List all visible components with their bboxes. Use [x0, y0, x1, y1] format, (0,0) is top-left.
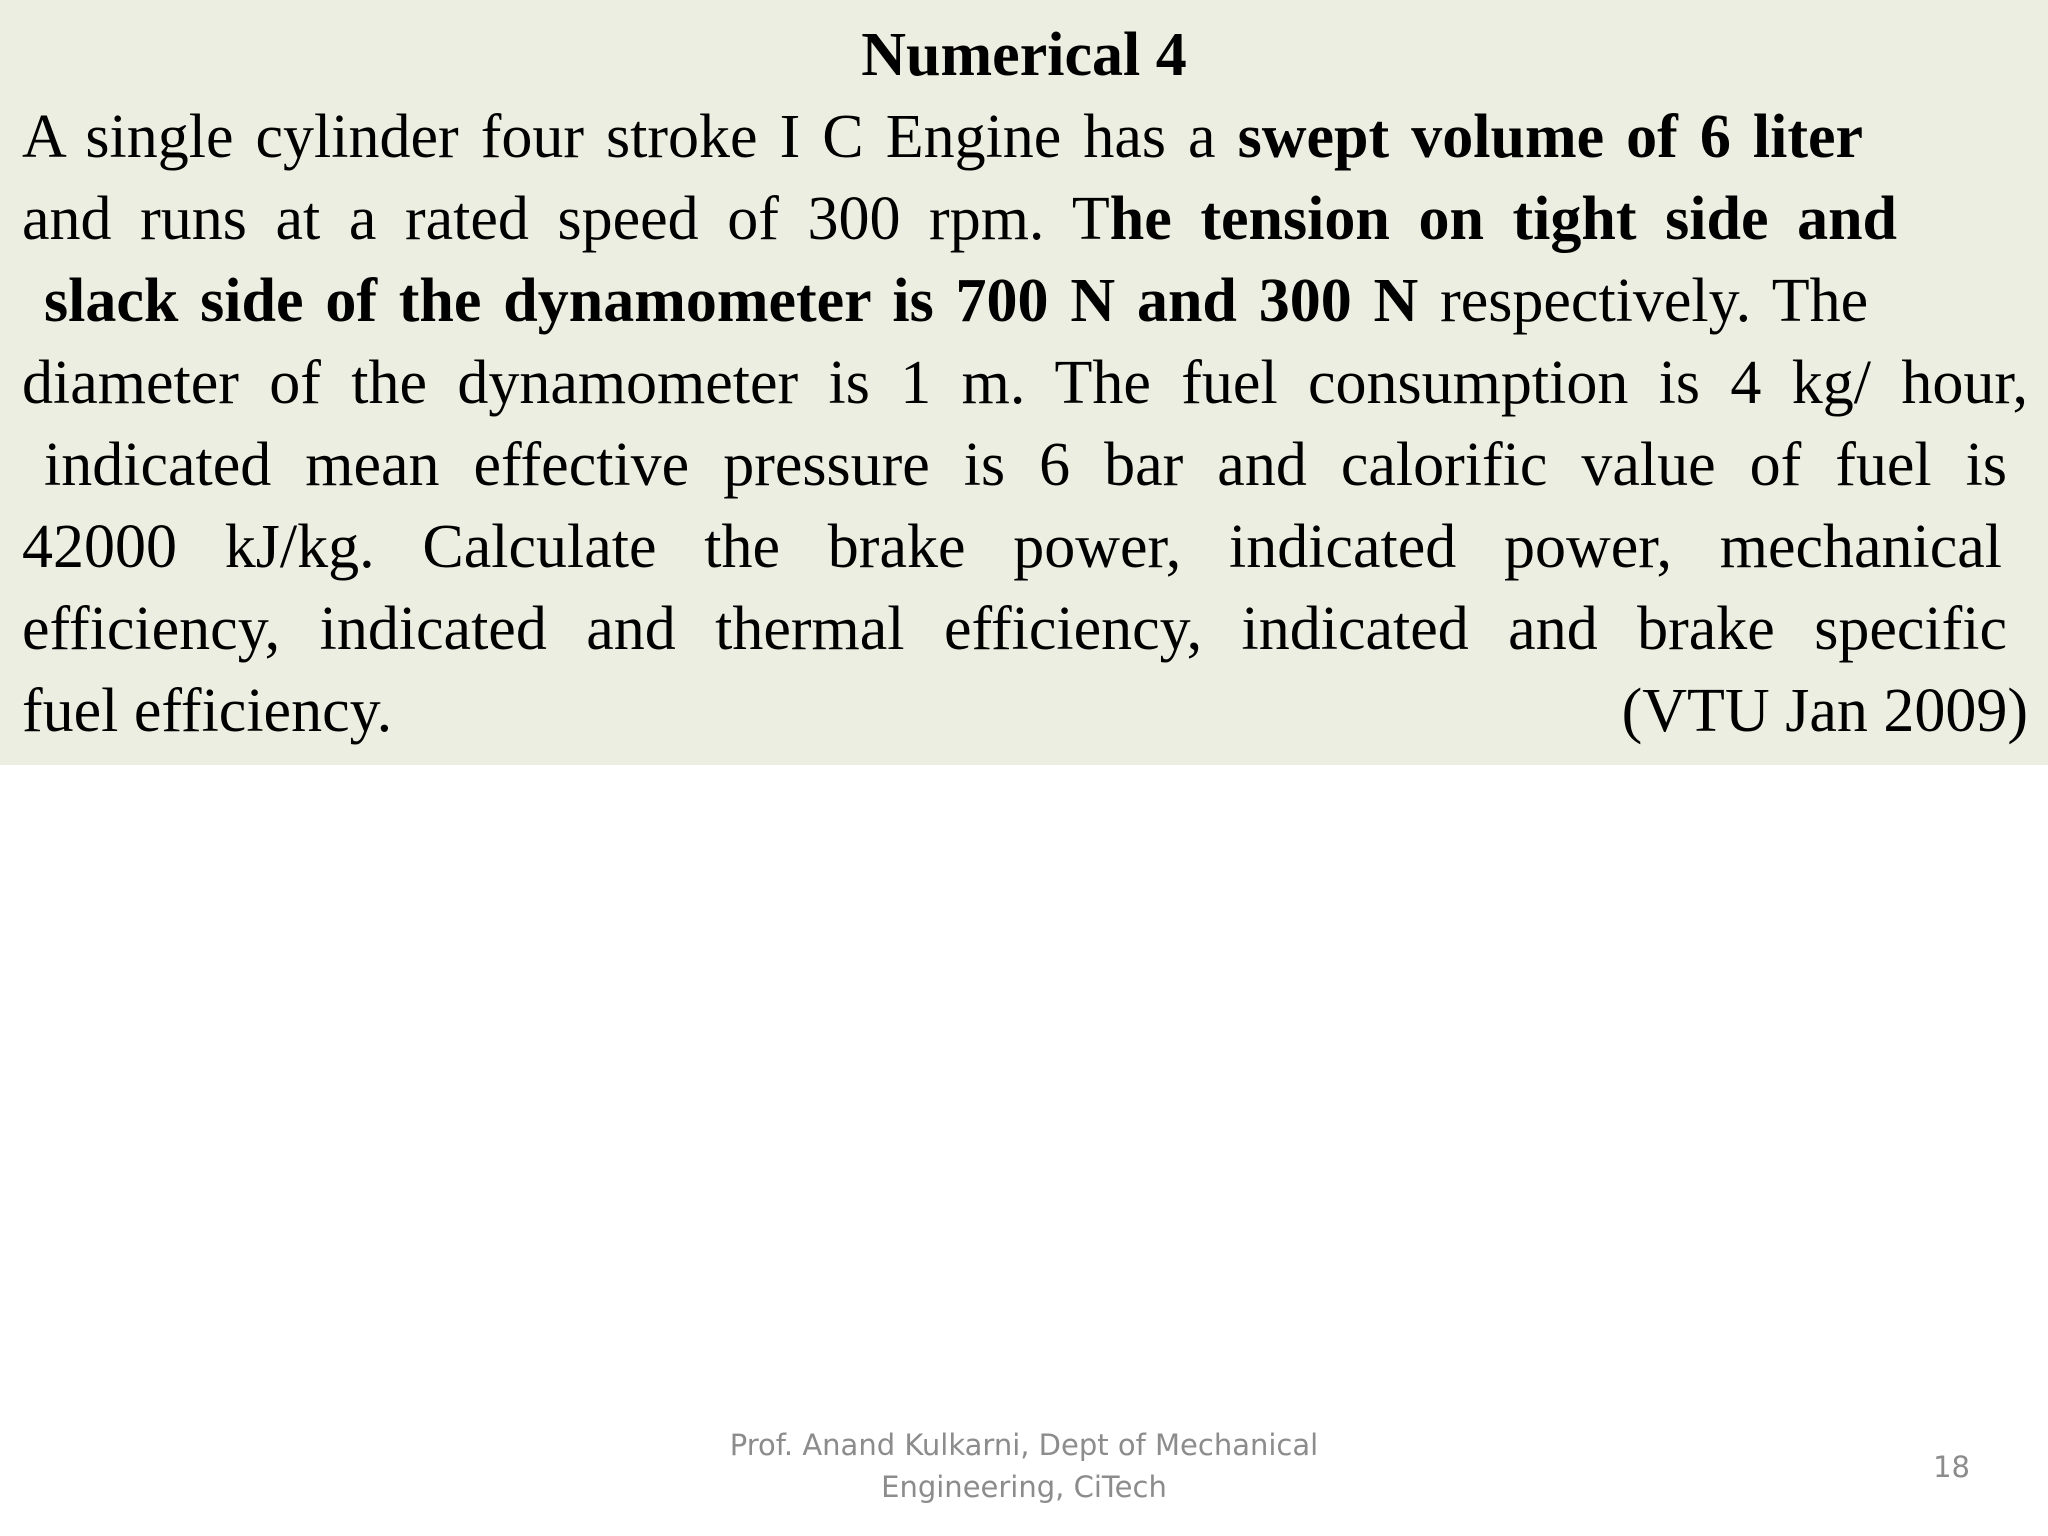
problem-line-4: diameter of the dynamometer is 1 m. The fuel consumption is 4 kg/ hour, [22, 349, 2028, 417]
problem-line-5: indicated mean effective pressure is 6 bar and calorific value of fuel is [44, 431, 2007, 499]
source-reference: (VTU Jan 2009) [1621, 677, 2028, 745]
problem-line-1 [22, 98, 2007, 176]
problem-line-6: 42000 kJ/kg. Calculate the brake power, indicated power, mechanical [22, 513, 2002, 581]
slide-title: Numerical 4 [861, 21, 1187, 89]
problem-line-2 [22, 180, 2028, 258]
problem-line-1-text: A single cylinder four stroke I C Engine has a [22, 103, 1216, 171]
footer-author-line-1: Prof. Anand Kulkarni, Dept of Mechanical [729, 1428, 1319, 1462]
page-number: 18 [1933, 1450, 1970, 1484]
problem-line-3 [44, 262, 2007, 340]
footer-author [680, 1424, 1368, 1508]
problem-statement-box [0, 0, 2048, 765]
problem-line-7: efficiency, indicated and thermal efficiency, indicated and brake specific [22, 595, 2007, 663]
problem-line-8 [22, 672, 2028, 750]
tension-values-highlight: slack side of the dynamometer is 700 N and 300 N [44, 267, 1419, 335]
problem-line-8-text: fuel efficiency. [22, 677, 393, 745]
problem-line-3-text: respectively. The [1440, 267, 1869, 335]
tension-highlight-start: he tension on tight side and [1109, 185, 1898, 253]
problem-line-2-text: and runs at a rated speed of 300 rpm. T [22, 185, 1110, 253]
footer-author-line-2: Engineering, CiTech [881, 1470, 1167, 1504]
swept-volume-highlight: swept volume of 6 liter [1237, 103, 1864, 171]
